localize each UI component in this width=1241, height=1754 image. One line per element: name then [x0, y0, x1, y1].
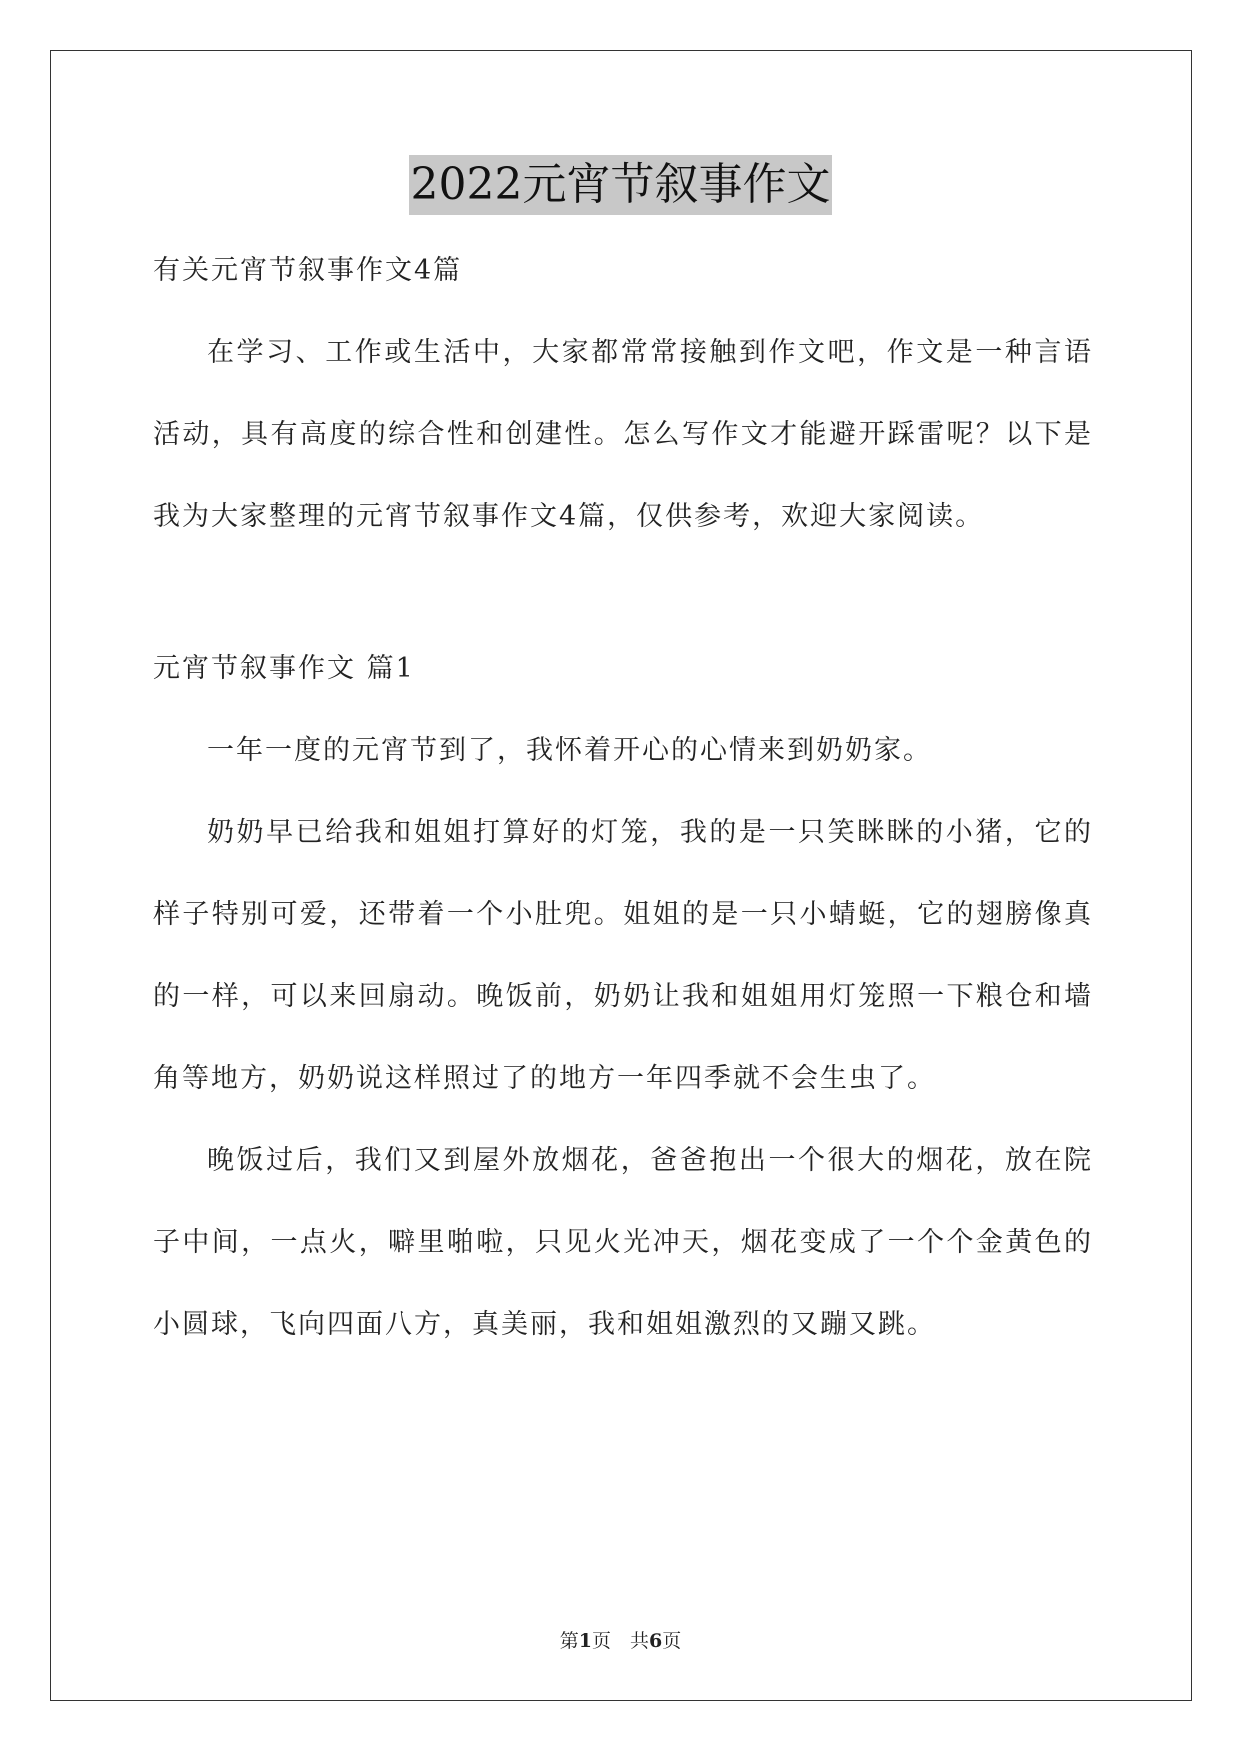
page-label-suffix: 页 — [662, 1630, 682, 1652]
body-paragraph-3: 晚饭过后，我们又到屋外放烟花，爸爸抱出一个很大的烟花，放在院子中间，一点火，噼里啪啦，只见火光冲天，烟花变成了一个个金黄色的小圆球，飞向四面八方，真美丽，我和姐姐激烈的又蹦又跳。 — [153, 1145, 1093, 1340]
body-paragraph-2: 奶奶早已给我和姐姐打算好的灯笼，我的是一只笑眯眯的小猪，它的样子特别可爱，还带着一个小肚兜。姐姐的是一只小蜻蜓，它的翅膀像真的一样，可以来回扇动。晚饭前，奶奶让我和姐姐用灯笼照一下粮仓和墙角等地方，奶奶说这样照过了的地方一年四季就不会生虫了。 — [153, 817, 1093, 1094]
document-subtitle: 有关元宵节叙事作文4篇 — [153, 255, 463, 286]
document-body — [153, 230, 1093, 1366]
page-label-prefix: 第 — [559, 1630, 579, 1652]
page-label-mid: 页 共 — [591, 1630, 649, 1652]
title-container — [0, 155, 1241, 215]
document-title: 2022元宵节叙事作文 — [409, 155, 833, 215]
total-page-number: 6 — [649, 1630, 663, 1652]
section-heading: 元宵节叙事作文 篇1 — [153, 653, 415, 684]
intro-paragraph: 在学习、工作或生活中，大家都常常接触到作文吧，作文是一种言语活动，具有高度的综合性和创建性。怎么写作文才能避开踩雷呢？以下是我为大家整理的元宵节叙事作文4篇，仅供参考，欢迎大家阅读。 — [153, 337, 1093, 532]
current-page-number: 1 — [578, 1630, 592, 1652]
page-footer — [0, 1626, 1241, 1653]
body-paragraph-1: 一年一度的元宵节到了，我怀着开心的心情来到奶奶家。 — [207, 735, 932, 766]
section-gap — [153, 558, 1093, 628]
